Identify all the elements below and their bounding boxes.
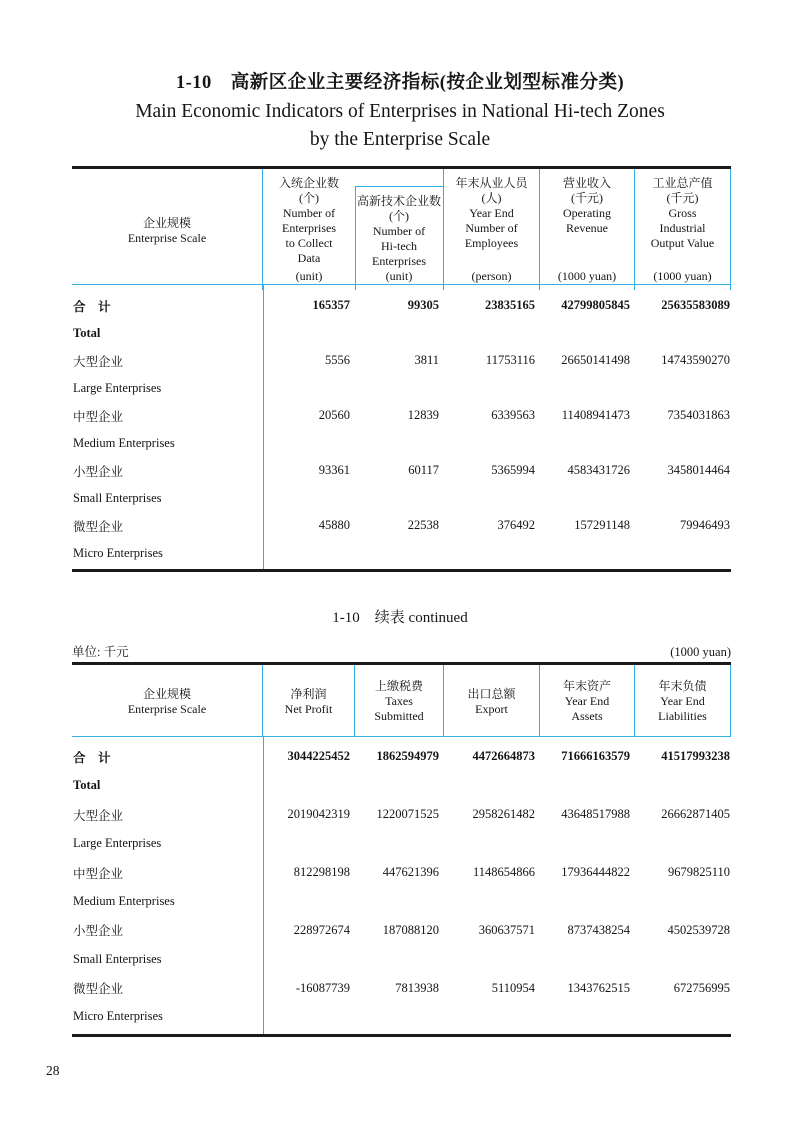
header-line: 入统企业数: [278, 175, 339, 190]
table1-header-col-revenue: [540, 169, 635, 290]
header-line: Year End: [564, 694, 610, 709]
page-title-en-line1: Main Economic Indicators of Enterprises in National Hi-tech Zones: [135, 101, 665, 122]
cell-value: 157291148: [574, 518, 630, 533]
table-row-en: [72, 771, 731, 800]
cell-value: 3811: [414, 353, 439, 368]
table2-header: [72, 665, 731, 737]
cell-value: 4583431726: [567, 463, 630, 478]
table-row-en: [72, 375, 731, 403]
header-line: Taxes: [385, 694, 413, 709]
row-label-zh: 中型企业: [73, 866, 124, 881]
header-line: 营业收入: [562, 175, 611, 190]
header-line: Enterprises: [372, 253, 426, 268]
header-line: 出口总额: [467, 686, 516, 701]
page-title-zh: 1-10 高新区企业主要经济指标(按企业划型标准分类): [175, 73, 625, 93]
cell-value: 25635583089: [661, 298, 730, 313]
cell-value: 3044225452: [287, 749, 350, 764]
row-label-en: Medium Enterprises: [73, 435, 175, 450]
row-label-zh: 小型企业: [73, 924, 124, 939]
cell-value: 43648517988: [561, 807, 630, 822]
cell-value: 4472664873: [472, 749, 535, 764]
row-label-zh: 微型企业: [73, 982, 124, 997]
row-label-en: Small Enterprises: [73, 490, 162, 505]
table2-bottom-rule: [72, 1034, 731, 1037]
header-line: Employees: [464, 235, 519, 250]
table-row: [72, 402, 731, 430]
title-block: [0, 72, 800, 154]
header-line: 工业总产值: [652, 175, 713, 190]
header-line: (个): [298, 190, 319, 205]
table-row-en: [72, 485, 731, 513]
cell-value: 360637571: [478, 922, 535, 937]
cell-value: 812298198: [293, 865, 350, 879]
cell-value: 26662871405: [661, 807, 730, 822]
header-unit: (person): [471, 268, 512, 283]
cell-value: 228972674: [293, 922, 350, 937]
table1-header-col-employees: [444, 169, 540, 290]
header-unit: (unit): [385, 268, 413, 283]
cell-value: 14743590270: [661, 353, 730, 368]
cell-value: 1862594979: [376, 749, 439, 764]
cell-value: 1148654866: [472, 865, 535, 879]
table-row-en: [72, 540, 731, 568]
row-label-zh: 合 计: [73, 299, 111, 314]
stub-label-zh: 企业规模: [142, 686, 191, 701]
cell-value: 11753116: [485, 353, 535, 368]
table-row: [72, 743, 731, 772]
row-label-en: Total: [73, 325, 101, 340]
table2-header-col-export: [444, 665, 540, 737]
header-line: (人): [481, 190, 502, 205]
header-line: Gross: [668, 205, 697, 220]
cell-value: 3458014464: [667, 463, 730, 478]
unit-label-right: (1000 yuan): [670, 645, 731, 659]
table2-header-col-assets: [540, 665, 635, 737]
header-line: 年末资产: [562, 679, 611, 694]
cell-value: 9679825110: [667, 865, 730, 879]
table1-header-col-enterprises: [263, 169, 355, 290]
cell-value: 2958261482: [472, 807, 535, 822]
row-label-en: Large Enterprises: [73, 836, 162, 851]
header-unit: (1000 yuan): [557, 268, 617, 283]
cell-value: 8737438254: [567, 922, 630, 937]
cell-value: 26650141498: [561, 353, 630, 368]
cell-value: 23835165: [485, 298, 535, 313]
table-row-en: [72, 887, 731, 916]
stub-label-zh: 企业规模: [142, 215, 191, 230]
cell-value: 1343762515: [567, 980, 630, 995]
cell-value: 11408941473: [561, 408, 630, 423]
row-label-en: Micro Enterprises: [73, 545, 163, 560]
header-line: Number of: [372, 223, 426, 238]
table-row: [72, 292, 731, 320]
cell-value: 2019042319: [287, 807, 350, 822]
cell-value: 672756995: [673, 980, 730, 995]
header-line: (个): [389, 208, 409, 223]
cell-value: 41517993238: [661, 749, 730, 764]
header-unit: (unit): [295, 268, 323, 283]
header-line: Enterprises: [282, 220, 336, 235]
table-row-en: [72, 320, 731, 348]
row-label-zh: 中型企业: [73, 409, 124, 424]
header-unit: (1000 yuan): [653, 268, 712, 283]
row-label-zh: 微型企业: [73, 519, 124, 534]
header-line: Year End: [469, 205, 514, 220]
header-line: Export: [475, 701, 508, 716]
table1-header-col-output: [635, 169, 731, 290]
header-line: 年末从业人员: [455, 175, 528, 190]
cell-value: 20560: [318, 408, 350, 423]
unit-row: [72, 640, 731, 660]
header-line: Operating: [563, 205, 611, 220]
cell-value: 99305: [407, 298, 439, 313]
header-line: Net Profit: [284, 701, 333, 716]
table2-header-col-taxes: [355, 665, 444, 737]
page-title-en-line2: by the Enterprise Scale: [309, 129, 491, 150]
unit-label-left: 单位: 千元: [72, 645, 129, 659]
cell-value: 17936444822: [561, 865, 630, 879]
table-row: [72, 974, 731, 1003]
header-line: Output Value: [650, 235, 715, 250]
cell-value: 5110954: [491, 980, 535, 995]
header-line: 上缴税费: [374, 679, 423, 694]
row-label-en: Micro Enterprises: [73, 1009, 163, 1024]
header-line: (千元): [570, 190, 603, 205]
stub-label-en: Enterprise Scale: [127, 230, 207, 245]
header-line: Assets: [571, 709, 603, 724]
table2-body: [72, 737, 731, 1034]
row-label-zh: 大型企业: [73, 808, 124, 823]
header-line: Data: [297, 250, 321, 265]
cell-value: 165357: [312, 298, 350, 313]
header-line: Revenue: [566, 220, 608, 235]
header-line: Liabilities: [658, 709, 707, 724]
header-line: Industrial: [659, 220, 706, 235]
cell-value: 79946493: [680, 518, 730, 533]
cell-value: 93361: [318, 463, 350, 478]
cell-value: 12839: [407, 408, 439, 423]
table-row-en: [72, 1003, 731, 1032]
cell-value: 22538: [407, 518, 439, 533]
cell-value: 376492: [497, 518, 535, 533]
row-label-zh: 大型企业: [73, 354, 124, 369]
cell-value: 6339563: [491, 408, 535, 423]
header-line: (千元): [666, 190, 699, 205]
header-line: Number of: [465, 220, 518, 235]
cell-value: 187088120: [382, 922, 439, 937]
header-line: 高新技术企业数: [357, 193, 442, 208]
cell-value: 45880: [318, 518, 350, 533]
table1-header-stub: [72, 169, 263, 290]
table1-header: [72, 169, 731, 285]
table-row: [72, 347, 731, 375]
table1-body: [72, 285, 731, 569]
cell-value: 1220071525: [376, 807, 439, 822]
header-line: Hi-tech: [381, 238, 417, 253]
page-number: 28: [46, 1063, 60, 1078]
table-row: [72, 457, 731, 485]
row-label-zh: 小型企业: [73, 464, 124, 479]
cell-value: 60117: [408, 463, 439, 478]
header-line: 净利润: [290, 686, 327, 701]
cell-value: 71666163579: [561, 749, 630, 764]
continued-title: 1-10 续表 continued: [332, 610, 468, 626]
header-line: Number of: [282, 205, 336, 220]
cell-value: 447621396: [382, 865, 439, 879]
cell-value: -16087739: [295, 980, 350, 995]
cell-value: 42799805845: [561, 298, 630, 313]
table2-header-stub: [72, 665, 263, 737]
table2-header-col-netprofit: [263, 665, 355, 737]
row-label-en: Total: [73, 778, 101, 793]
cell-value: 7813938: [395, 980, 439, 995]
cell-value: 7354031863: [667, 408, 730, 423]
stub-label-en: Enterprise Scale: [127, 701, 207, 716]
table-row-en: [72, 945, 731, 974]
table-row: [72, 800, 731, 829]
table1-header-col-hitech: [355, 169, 444, 290]
row-label-zh: 合 计: [73, 750, 111, 765]
table2-header-col-liabilities: [635, 665, 731, 737]
header-line: 年末负债: [658, 679, 707, 694]
cell-value: 5365994: [491, 463, 535, 478]
header-line: Submitted: [374, 709, 424, 724]
header-line: Year End: [660, 694, 705, 709]
cell-value: 5556: [325, 353, 350, 368]
table-row: [72, 512, 731, 540]
cell-value: 4502539728: [667, 922, 730, 937]
header-line: to Collect: [285, 235, 333, 250]
row-label-en: Small Enterprises: [73, 951, 162, 966]
row-label-en: Large Enterprises: [73, 380, 162, 395]
row-label-en: Medium Enterprises: [73, 893, 175, 908]
table-row-en: [72, 430, 731, 458]
table1-bottom-rule: [72, 569, 731, 572]
table-row: [72, 858, 731, 887]
table-row-en: [72, 829, 731, 858]
table-row: [72, 916, 731, 945]
